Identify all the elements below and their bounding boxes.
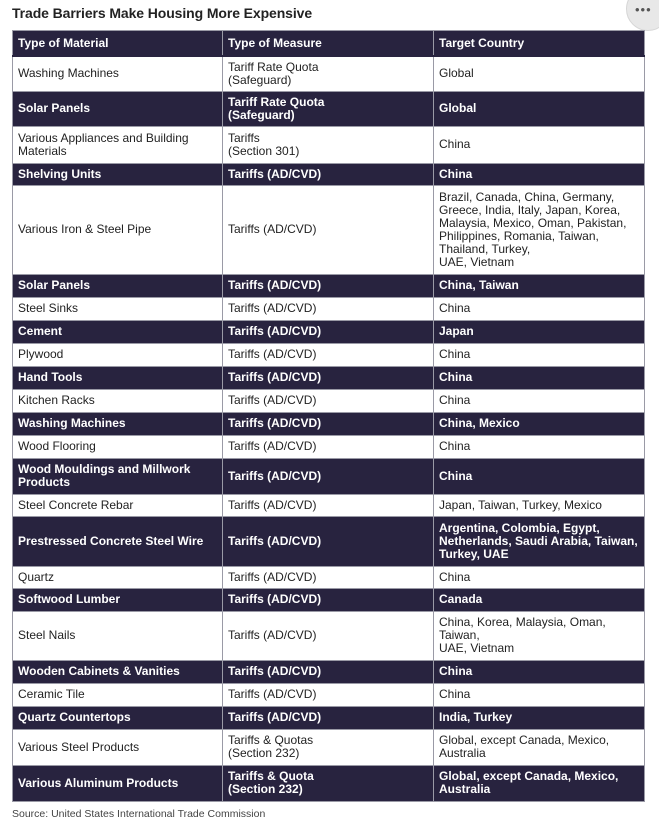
table-title: Trade Barriers Make Housing More Expensive <box>12 5 313 21</box>
table-row <box>13 494 645 516</box>
cell-country: China <box>434 566 645 588</box>
cell-country: Global <box>434 56 645 91</box>
table-row <box>13 729 645 765</box>
cell-country: Canada <box>434 588 645 611</box>
cell-measure: Tariffs (AD/CVD) <box>223 566 434 588</box>
cell-measure: Tariffs (AD/CVD) <box>223 611 434 660</box>
table-row <box>13 126 645 163</box>
cell-country: China <box>434 297 645 320</box>
cell-measure: Tariffs (AD/CVD) <box>223 163 434 185</box>
table-row <box>13 566 645 588</box>
cell-country: China, Mexico <box>434 412 645 435</box>
cell-measure: Tariffs (AD/CVD) <box>223 343 434 366</box>
cell-measure: Tariffs (AD/CVD) <box>223 683 434 706</box>
cell-country: China <box>434 163 645 185</box>
cell-measure: Tariff Rate Quota (Safeguard) <box>223 91 434 126</box>
cell-material: Steel Concrete Rebar <box>13 494 223 516</box>
table-row <box>13 516 645 566</box>
cell-material: Steel Sinks <box>13 297 223 320</box>
cell-material: Solar Panels <box>13 91 223 126</box>
cell-country: Global, except Canada, Mexico, Australia <box>434 729 645 765</box>
cell-measure: Tariffs (AD/CVD) <box>223 458 434 494</box>
cell-material: Hand Tools <box>13 366 223 389</box>
cell-material: Various Iron & Steel Pipe <box>13 185 223 274</box>
cell-material: Washing Machines <box>13 56 223 91</box>
cell-country: Global <box>434 91 645 126</box>
source-note: Source: United States International Trade Commission <box>12 808 266 820</box>
cell-country: India, Turkey <box>434 706 645 729</box>
cell-country: Argentina, Colombia, Egypt, Netherlands, Saudi Arabia, Taiwan, Turkey, UAE <box>434 516 645 566</box>
cell-measure: Tariffs (AD/CVD) <box>223 494 434 516</box>
table-row <box>13 389 645 412</box>
cell-country: China <box>434 126 645 163</box>
table-row <box>13 660 645 683</box>
table-row <box>13 91 645 126</box>
cell-material: Wooden Cabinets & Vanities <box>13 660 223 683</box>
column-header-measure: Type of Measure <box>223 31 434 57</box>
cell-measure: Tariffs (Section 301) <box>223 126 434 163</box>
column-header-country: Target Country <box>434 31 645 57</box>
cell-measure: Tariffs (AD/CVD) <box>223 660 434 683</box>
table-body <box>13 56 645 801</box>
cell-country: China, Korea, Malaysia, Oman, Taiwan, UAE, Vietnam <box>434 611 645 660</box>
cell-measure: Tariffs (AD/CVD) <box>223 516 434 566</box>
cell-country: Global, except Canada, Mexico, Australia <box>434 765 645 801</box>
table-row <box>13 320 645 343</box>
cell-material: Steel Nails <box>13 611 223 660</box>
cell-measure: Tariffs & Quota (Section 232) <box>223 765 434 801</box>
table-row <box>13 765 645 801</box>
cell-material: Wood Mouldings and Millwork Products <box>13 458 223 494</box>
table-row <box>13 297 645 320</box>
cell-measure: Tariffs & Quotas (Section 232) <box>223 729 434 765</box>
cell-material: Softwood Lumber <box>13 588 223 611</box>
cell-material: Quartz <box>13 566 223 588</box>
cell-country: China, Taiwan <box>434 274 645 297</box>
cell-country: China <box>434 458 645 494</box>
cell-material: Various Aluminum Products <box>13 765 223 801</box>
cell-material: Plywood <box>13 343 223 366</box>
cell-material: Washing Machines <box>13 412 223 435</box>
cell-measure: Tariffs (AD/CVD) <box>223 435 434 458</box>
cell-material: Quartz Countertops <box>13 706 223 729</box>
table-row <box>13 588 645 611</box>
more-options-button[interactable] <box>626 0 659 31</box>
more-horizontal-icon: ••• <box>635 2 652 17</box>
table-row <box>13 56 645 91</box>
cell-measure: Tariffs (AD/CVD) <box>223 185 434 274</box>
cell-measure: Tariffs (AD/CVD) <box>223 297 434 320</box>
cell-country: China <box>434 435 645 458</box>
cell-country: China <box>434 343 645 366</box>
table-row <box>13 366 645 389</box>
table-header-row <box>13 31 645 57</box>
cell-country: China <box>434 366 645 389</box>
cell-material: Prestressed Concrete Steel Wire <box>13 516 223 566</box>
table-row <box>13 611 645 660</box>
cell-country: Brazil, Canada, China, Germany, Greece, India, Italy, Japan, Korea, Malaysia, Mexico, Oman, Pakistan, Philippines, Romania, Taiwan, Thailand, Turkey, UAE, Vietnam <box>434 185 645 274</box>
cell-measure: Tariffs (AD/CVD) <box>223 366 434 389</box>
table-row <box>13 274 645 297</box>
cell-material: Various Appliances and Building Materials <box>13 126 223 163</box>
cell-measure: Tariffs (AD/CVD) <box>223 706 434 729</box>
table-row <box>13 412 645 435</box>
cell-material: Ceramic Tile <box>13 683 223 706</box>
cell-measure: Tariffs (AD/CVD) <box>223 389 434 412</box>
trade-barriers-table <box>12 30 645 802</box>
cell-measure: Tariffs (AD/CVD) <box>223 320 434 343</box>
cell-measure: Tariff Rate Quota (Safeguard) <box>223 56 434 91</box>
table-row <box>13 185 645 274</box>
cell-measure: Tariffs (AD/CVD) <box>223 274 434 297</box>
cell-country: Japan, Taiwan, Turkey, Mexico <box>434 494 645 516</box>
cell-material: Cement <box>13 320 223 343</box>
cell-country: Japan <box>434 320 645 343</box>
cell-material: Solar Panels <box>13 274 223 297</box>
table-row <box>13 683 645 706</box>
cell-material: Kitchen Racks <box>13 389 223 412</box>
table-row <box>13 435 645 458</box>
cell-measure: Tariffs (AD/CVD) <box>223 412 434 435</box>
cell-country: China <box>434 683 645 706</box>
cell-country: China <box>434 660 645 683</box>
table-row <box>13 458 645 494</box>
cell-material: Various Steel Products <box>13 729 223 765</box>
cell-material: Wood Flooring <box>13 435 223 458</box>
cell-material: Shelving Units <box>13 163 223 185</box>
table-row <box>13 343 645 366</box>
table-row <box>13 706 645 729</box>
cell-country: China <box>434 389 645 412</box>
cell-measure: Tariffs (AD/CVD) <box>223 588 434 611</box>
table-row <box>13 163 645 185</box>
column-header-material: Type of Material <box>13 31 223 57</box>
